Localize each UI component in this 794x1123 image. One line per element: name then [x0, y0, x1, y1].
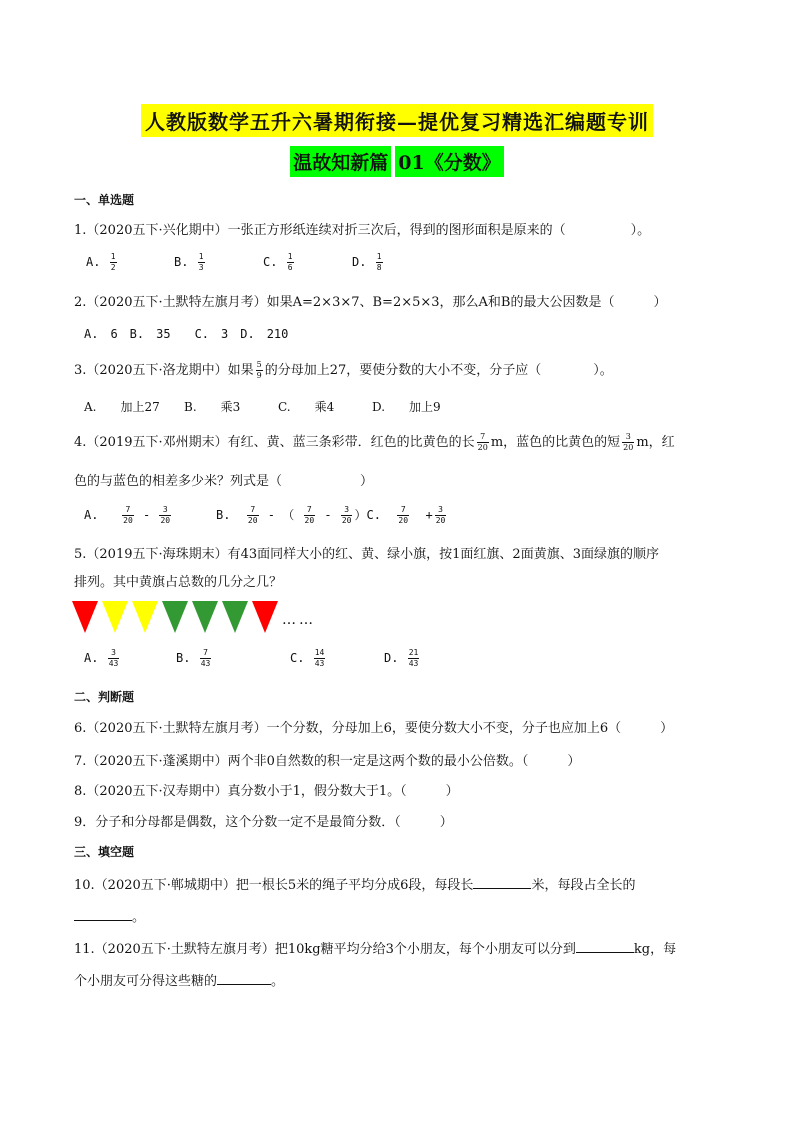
fraction: $\frac{5}{9}$	[256, 360, 262, 380]
flag-triangle	[222, 601, 248, 633]
question-9: 9．分子和分母都是偶数，这个分数一定不是最简分数．（ ）	[74, 815, 453, 830]
flag-triangle	[252, 601, 278, 633]
question-7: 7.（2020五下·蓬溪期中）两个非0自然数的积一定是这两个数的最小公倍数。（ ）	[74, 754, 581, 769]
flag-triangle	[72, 601, 98, 633]
fraction: $\frac{3}{20}$	[435, 505, 446, 525]
fraction: $\frac{3}{20}$	[341, 505, 352, 525]
q1-option-a[interactable]: A. $\frac{1}{2}$	[86, 252, 116, 272]
page-title	[0, 104, 794, 137]
question-4-line-1: 4.（2019五下·邓州期末）有红、黄、蓝三条彩带．红色的比黄色的长 $\frac{7}{20}$ m，蓝色的比黄色的短 $\frac{3}{20}$ m，红	[74, 432, 675, 452]
q4-option-b[interactable]: B. $\frac{7}{20}$ - （ $\frac{7}{20}$ - $\frac{3}{20}$ ）C. $\frac{7}{20}$ + $\frac{3}{20}$	[216, 505, 446, 525]
question-8: 8.（2020五下·汉寿期中）真分数小于1，假分数大于1。（ ）	[74, 784, 459, 799]
fraction: $\frac{7}{20}$	[123, 505, 133, 525]
fraction: $\frac{14}{43}$	[314, 648, 325, 668]
q5-option-b[interactable]: B. $\frac{7}{43}$	[176, 648, 211, 668]
section-heading-single-choice: 一、单选题	[74, 193, 135, 207]
fraction: $\frac{3}{43}$	[108, 648, 119, 668]
q1-option-d[interactable]: D. $\frac{1}{8}$	[352, 252, 382, 272]
flag-sequence-graphic	[72, 600, 282, 636]
fraction: $\frac{1}{8}$	[376, 252, 382, 272]
title-text: 人教版数学五升六暑期衔接—提优复习精选汇编题专训	[141, 104, 653, 137]
question-3: 3.（2020五下·洛龙期中）如果 $\frac{5}{9}$ 的分母加上27，要使分数的大小不变，分子应（ ）。	[74, 360, 613, 380]
question-11-line-1: 11.（2020五下·土默特左旗月考）把10kg糖平均分给3个小朋友，每个小朋友可以分到 kg，每	[74, 942, 677, 957]
fraction: $\frac{7}{43}$	[200, 648, 211, 668]
q4-option-a[interactable]: A. $\frac{7}{20}$ - $\frac{3}{20}$	[84, 505, 171, 525]
question-11-line-2: 个小朋友可分得这些糖的 。	[74, 974, 285, 989]
q2-options[interactable]: A. 6 B. 35 C. 3 D. 210	[84, 327, 289, 341]
answer-blank[interactable]	[473, 876, 531, 889]
fraction: $\frac{21}{43}$	[408, 648, 419, 668]
fraction: $\frac{7}{20}$	[304, 505, 315, 525]
flag-triangle	[162, 601, 188, 633]
fraction: $\frac{3}{20}$	[160, 505, 171, 525]
question-2: 2.（2020五下·土默特左旗月考）如果A=2×3×7、B=2×5×3，那么A和B的最大公因数是（ ）	[74, 295, 667, 310]
fraction: $\frac{7}{20}$	[247, 505, 258, 525]
q3-option-a[interactable]: A. 加上27	[84, 400, 160, 414]
q5-option-a[interactable]: A. $\frac{3}{43}$	[84, 648, 119, 668]
subtitle-right: 01《分数》	[395, 146, 503, 177]
fraction: $\frac{1}{6}$	[287, 252, 293, 272]
question-4-line-2: 色的与蓝色的相差多少米？列式是（ ）	[74, 474, 374, 489]
flag-triangle	[102, 601, 128, 633]
q3-option-d[interactable]: D. 加上9	[372, 400, 441, 414]
ellipsis: ……	[282, 612, 316, 628]
flag-triangle	[132, 601, 158, 633]
q3-option-c[interactable]: C. 乘4	[278, 400, 335, 414]
section-heading-true-false: 二、判断题	[74, 690, 135, 704]
question-5-line-2: 排列。其中黄旗占总数的几分之几？	[74, 575, 283, 590]
question-10-line-2: 。	[74, 906, 145, 925]
section-heading-fill-in: 三、填空题	[74, 845, 135, 859]
answer-blank[interactable]	[217, 972, 271, 985]
question-10-line-1: 10.（2020五下·郸城期中）把一根长5米的绳子平均分成6段，每段长 米，每段占全长的	[74, 878, 636, 893]
fraction: $\frac{1}{2}$	[110, 252, 116, 272]
fraction: $\frac{7}{20}$	[398, 505, 409, 525]
fraction: $\frac{3}{20}$	[623, 432, 634, 452]
flag-triangle	[192, 601, 218, 633]
page-subtitle	[0, 146, 794, 177]
question-1: 1.（2020五下·兴化期中）一张正方形纸连续对折三次后，得到的图形面积是原来的（ ）。	[74, 223, 651, 238]
question-6: 6.（2020五下·土默特左旗月考）一个分数，分母加上6，要使分数大小不变，分子也应加上6（ ）	[74, 721, 674, 736]
q3-option-b[interactable]: B. 乘3	[184, 400, 241, 414]
flag-sequence	[72, 600, 282, 640]
answer-blank[interactable]	[74, 908, 132, 921]
subtitle-left: 温故知新篇	[290, 146, 391, 177]
fraction: $\frac{7}{20}$	[477, 432, 488, 452]
q1-option-b[interactable]: B. $\frac{1}{3}$	[174, 252, 204, 272]
fraction: $\frac{1}{3}$	[198, 252, 204, 272]
question-5-line-1: 5.（2019五下·海珠期末）有43面同样大小的红、黄、绿小旗，按1面红旗、2面黄旗、3面绿旗的顺序	[74, 547, 659, 562]
q5-option-c[interactable]: C. $\frac{14}{43}$	[290, 648, 325, 668]
answer-blank[interactable]	[576, 940, 634, 953]
q1-option-c[interactable]: C. $\frac{1}{6}$	[263, 252, 293, 272]
q5-option-d[interactable]: D. $\frac{21}{43}$	[384, 648, 419, 668]
